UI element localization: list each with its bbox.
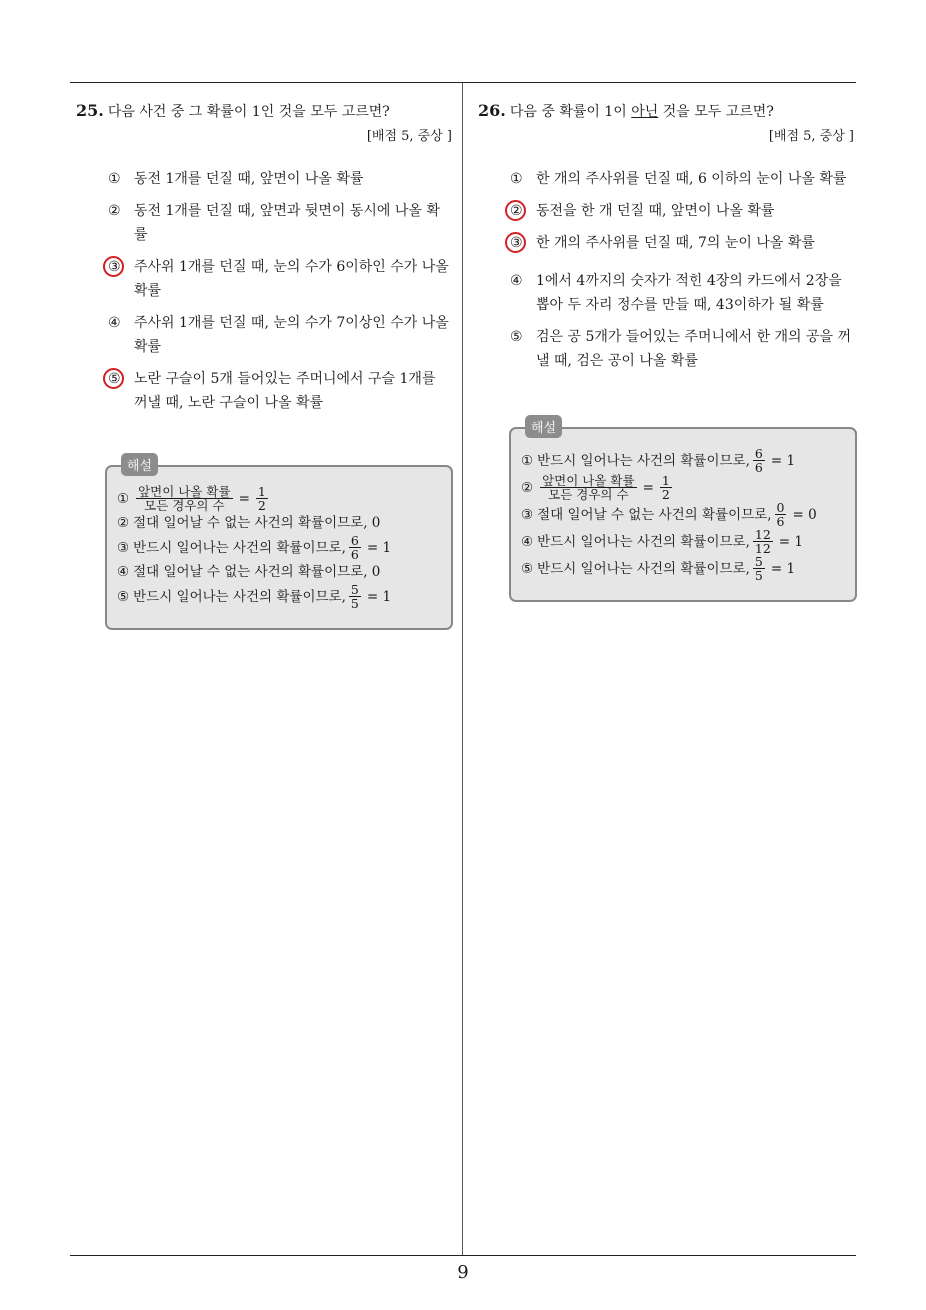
choice-number: ① <box>510 171 523 187</box>
numerator: 12 <box>754 527 771 542</box>
choice-4[interactable] <box>510 269 854 317</box>
choice-3[interactable] <box>510 231 854 255</box>
denominator: 5 <box>754 568 763 583</box>
explanation-line-2 <box>521 474 847 501</box>
question-25 <box>76 100 452 630</box>
choice-2[interactable] <box>108 199 452 247</box>
equals-result: = 1 <box>366 539 392 556</box>
choice-number: ② <box>108 203 121 219</box>
choice-5[interactable] <box>108 367 452 415</box>
choice-1[interactable] <box>108 167 452 191</box>
explanation-tag: 해설 <box>525 415 562 438</box>
choice-text: 한 개의 주사위를 던질 때, 6 이하의 눈이 나올 확률 <box>536 171 847 187</box>
line-number: ⑤ <box>521 560 534 577</box>
denominator: 6 <box>350 547 359 562</box>
numerator: 5 <box>350 582 359 597</box>
line-number: ⑤ <box>117 588 130 605</box>
choice-number: ③ <box>510 235 523 251</box>
top-rule <box>70 82 856 83</box>
denominator: 2 <box>661 487 670 502</box>
explanation-box <box>509 421 857 602</box>
fraction <box>753 447 765 474</box>
equals-sign: = <box>642 479 654 496</box>
numerator: 6 <box>754 446 763 461</box>
numerator: 6 <box>350 533 359 548</box>
fraction <box>660 474 672 501</box>
question-text-underlined: 아닌 <box>631 104 659 120</box>
numerator: 1 <box>257 484 266 499</box>
choice-list <box>478 167 854 373</box>
choice-text: 노란 구슬이 5개 들어있는 주머니에서 구슬 1개를 꺼낼 때, 노란 구슬이 나올 확률 <box>134 371 436 411</box>
fraction <box>349 583 361 610</box>
numerator: 0 <box>776 500 785 515</box>
equals-result: = 1 <box>770 452 796 469</box>
explanation-line-3 <box>117 534 443 561</box>
numerator: 5 <box>754 554 763 569</box>
fraction <box>136 485 232 512</box>
choice-number: ③ <box>108 259 121 275</box>
score-difficulty: [배점 5, 중상 ] <box>366 129 452 144</box>
denominator: 6 <box>776 514 785 529</box>
line-number: ② <box>117 515 130 531</box>
fraction <box>753 528 773 555</box>
numerator: 1 <box>661 473 670 488</box>
explanation-line-3 <box>521 501 847 528</box>
denominator: 모든 경우의 수 <box>144 498 225 513</box>
line-number: ① <box>117 490 130 507</box>
question-text-post: 것을 모두 고르면? <box>658 104 774 120</box>
page-number: 9 <box>457 1262 469 1283</box>
denominator: 12 <box>754 541 771 556</box>
question-number: 26. <box>478 101 506 120</box>
choice-text: 동전을 한 개 던질 때, 앞면이 나올 확률 <box>536 203 775 219</box>
fraction <box>753 555 765 582</box>
equals-sign: = <box>238 490 250 507</box>
line-number: ① <box>521 452 534 469</box>
denominator: 2 <box>257 498 266 513</box>
line-text: 반드시 일어나는 사건의 확률이므로, <box>537 533 750 550</box>
question-26-stem <box>478 100 854 123</box>
line-number: ③ <box>521 506 534 523</box>
equals-result: = 0 <box>792 506 817 523</box>
choice-4[interactable] <box>108 311 452 359</box>
question-text: 다음 사건 중 그 확률이 1인 것을 모두 고르면? <box>107 104 390 120</box>
line-text: 절대 일어날 수 없는 사건의 확률이므로, 0 <box>133 564 381 580</box>
choice-2[interactable] <box>510 199 854 223</box>
choice-3[interactable] <box>108 255 452 303</box>
question-number: 25. <box>76 101 104 120</box>
explanation-line-4 <box>521 528 847 555</box>
line-text: 절대 일어날 수 없는 사건의 확률이므로, 0 <box>133 515 381 531</box>
choice-number: ⑤ <box>510 329 523 345</box>
choice-text: 검은 공 5개가 들어있는 주머니에서 한 개의 공을 꺼낼 때, 검은 공이 나올 확률 <box>536 329 851 369</box>
choice-text: 주사위 1개를 던질 때, 눈의 수가 6이하인 수가 나올 확률 <box>134 259 449 299</box>
denominator: 5 <box>350 596 359 611</box>
explanation-line-2 <box>117 512 443 534</box>
explanation-tag: 해설 <box>121 453 158 476</box>
fraction <box>540 474 636 501</box>
column-divider <box>462 83 463 1256</box>
line-text: 반드시 일어나는 사건의 확률이므로, <box>537 452 750 469</box>
choice-list <box>76 167 452 415</box>
fraction <box>256 485 268 512</box>
bottom-rule <box>70 1255 856 1256</box>
line-number: ④ <box>117 564 130 580</box>
equals-result: = 1 <box>778 533 803 550</box>
choice-text: 동전 1개를 던질 때, 앞면과 뒷면이 동시에 나올 확률 <box>134 203 440 243</box>
choice-text: 1에서 4까지의 숫자가 적힌 4장의 카드에서 2장을 뽑아 두 자리 정수를 만들 때, 43이하가 될 확률 <box>536 273 842 313</box>
equals-result: = 1 <box>770 560 796 577</box>
explanation-line-5 <box>521 555 847 582</box>
explanation-line-5 <box>117 583 443 610</box>
line-text: 절대 일어날 수 없는 사건의 확률이므로, <box>537 506 772 523</box>
choice-number: ④ <box>510 273 523 289</box>
equals-result: = 1 <box>366 588 392 605</box>
line-number: ③ <box>117 539 130 556</box>
explanation-line-1 <box>117 485 443 512</box>
line-number: ④ <box>521 533 534 550</box>
question-26 <box>478 100 854 602</box>
line-text: 반드시 일어나는 사건의 확률이므로, <box>133 588 346 605</box>
explanation-line-4 <box>117 561 443 583</box>
score-difficulty: [배점 5, 중상 ] <box>768 129 854 144</box>
line-text: 반드시 일어나는 사건의 확률이므로, <box>537 560 750 577</box>
line-text: 반드시 일어나는 사건의 확률이므로, <box>133 539 346 556</box>
fraction <box>775 501 787 528</box>
choice-text: 한 개의 주사위를 던질 때, 7의 눈이 나올 확률 <box>536 235 815 251</box>
explanation-line-1 <box>521 447 847 474</box>
denominator: 6 <box>754 460 763 475</box>
denominator: 모든 경우의 수 <box>548 487 629 502</box>
line-number: ② <box>521 479 534 496</box>
choice-5[interactable] <box>510 325 854 373</box>
choice-number: ⑤ <box>108 371 121 387</box>
question-text-pre: 다음 중 확률이 1이 <box>509 104 632 120</box>
question-25-stem <box>76 100 452 123</box>
choice-1[interactable] <box>510 167 854 191</box>
choice-text: 동전 1개를 던질 때, 앞면이 나올 확률 <box>134 171 364 187</box>
choice-text: 주사위 1개를 던질 때, 눈의 수가 7이상인 수가 나올 확률 <box>134 315 449 355</box>
choice-number: ① <box>108 171 121 187</box>
fraction <box>349 534 361 561</box>
choice-number: ② <box>510 203 523 219</box>
explanation-box <box>105 459 453 630</box>
numerator: 앞면이 나올 확률 <box>138 484 231 499</box>
choice-number: ④ <box>108 315 121 331</box>
numerator: 앞면이 나올 확률 <box>542 473 635 488</box>
